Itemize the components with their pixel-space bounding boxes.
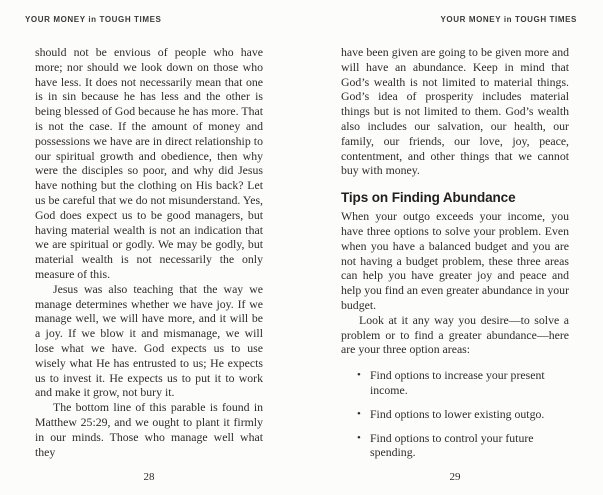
page-number-right: 29 [449, 471, 461, 483]
page-left [0, 0, 301, 495]
page-right [301, 0, 602, 495]
running-head-right: YOUR MONEY in TOUGH TIMES [440, 15, 577, 24]
paragraph: should not be envious of people who have more; nor should we look down on those who have less. It does not necessarily mean that one is in sin because he has less and the other is being blessed of God because he has more. That is not the case. If the amount of money and possessions we have are in direct relationship to our spiritual growth and obedience, then why were the disciples so poor, and why did Jesus have nothing but the clothing on His back? Let us be careful that we do not misunderstand. Yes, God does expect us to be good managers, but having material wealth is not an indication that we are spiritual or godly. We may be godly, but material wealth is not necessarily the only measure of this. [35, 45, 263, 281]
bullet-icon: • [357, 407, 361, 420]
paragraph: have been given are going to be given more and will have an abundance. Keep in mind that God’s wealth is not limited to material things. God’s idea of prosperity includes material things but is not limited to them. God’s wealth also includes our salvation, our health, our family, our friends, our love, joy, peace, contentment, and other things that we cannot buy with money. [341, 45, 569, 178]
page-number-left: 28 [143, 471, 155, 483]
section-heading: Tips on Finding Abundance [341, 190, 516, 206]
bullet-icon: • [357, 369, 361, 382]
bullet-item [341, 407, 569, 422]
bullet-icon: • [357, 431, 361, 444]
paragraph: Jesus was also teaching that the way we manage determines whether we have joy. If we manage well, we will have more, and it will be a joy. If we blow it and mismanage, we will lose what we have. God expects us to use wisely what He has entrusted to us; He expects us to invest it. He expects us to put it to work and make it grow, not bury it. [35, 281, 263, 400]
bullet-list [341, 368, 569, 460]
bullet-text: Find options to lower existing outgo. [370, 406, 545, 421]
running-head-left: YOUR MONEY in TOUGH TIMES [25, 15, 162, 24]
paragraph: Look at it any way you desire—to solve a problem or to find a greater abundance—here are your three option areas: [341, 312, 569, 357]
bullet-text: Find options to control your future spending. [370, 430, 534, 460]
paragraph: When your outgo exceeds your income, you have three options to solve your problem. Even when you have a balanced budget and you are not having a budget problem, these three areas can help you have greater joy and peace and help you find an even greater abundance in your budget. [341, 209, 569, 312]
bullet-item [341, 368, 569, 398]
bullet-text: Find options to increase your present income. [370, 368, 545, 397]
bullet-item [341, 431, 569, 461]
paragraph: The bottom line of this parable is found in Matthew 25:29, and we ought to plant it firmly in our minds. Those who manage well what they [35, 400, 263, 459]
